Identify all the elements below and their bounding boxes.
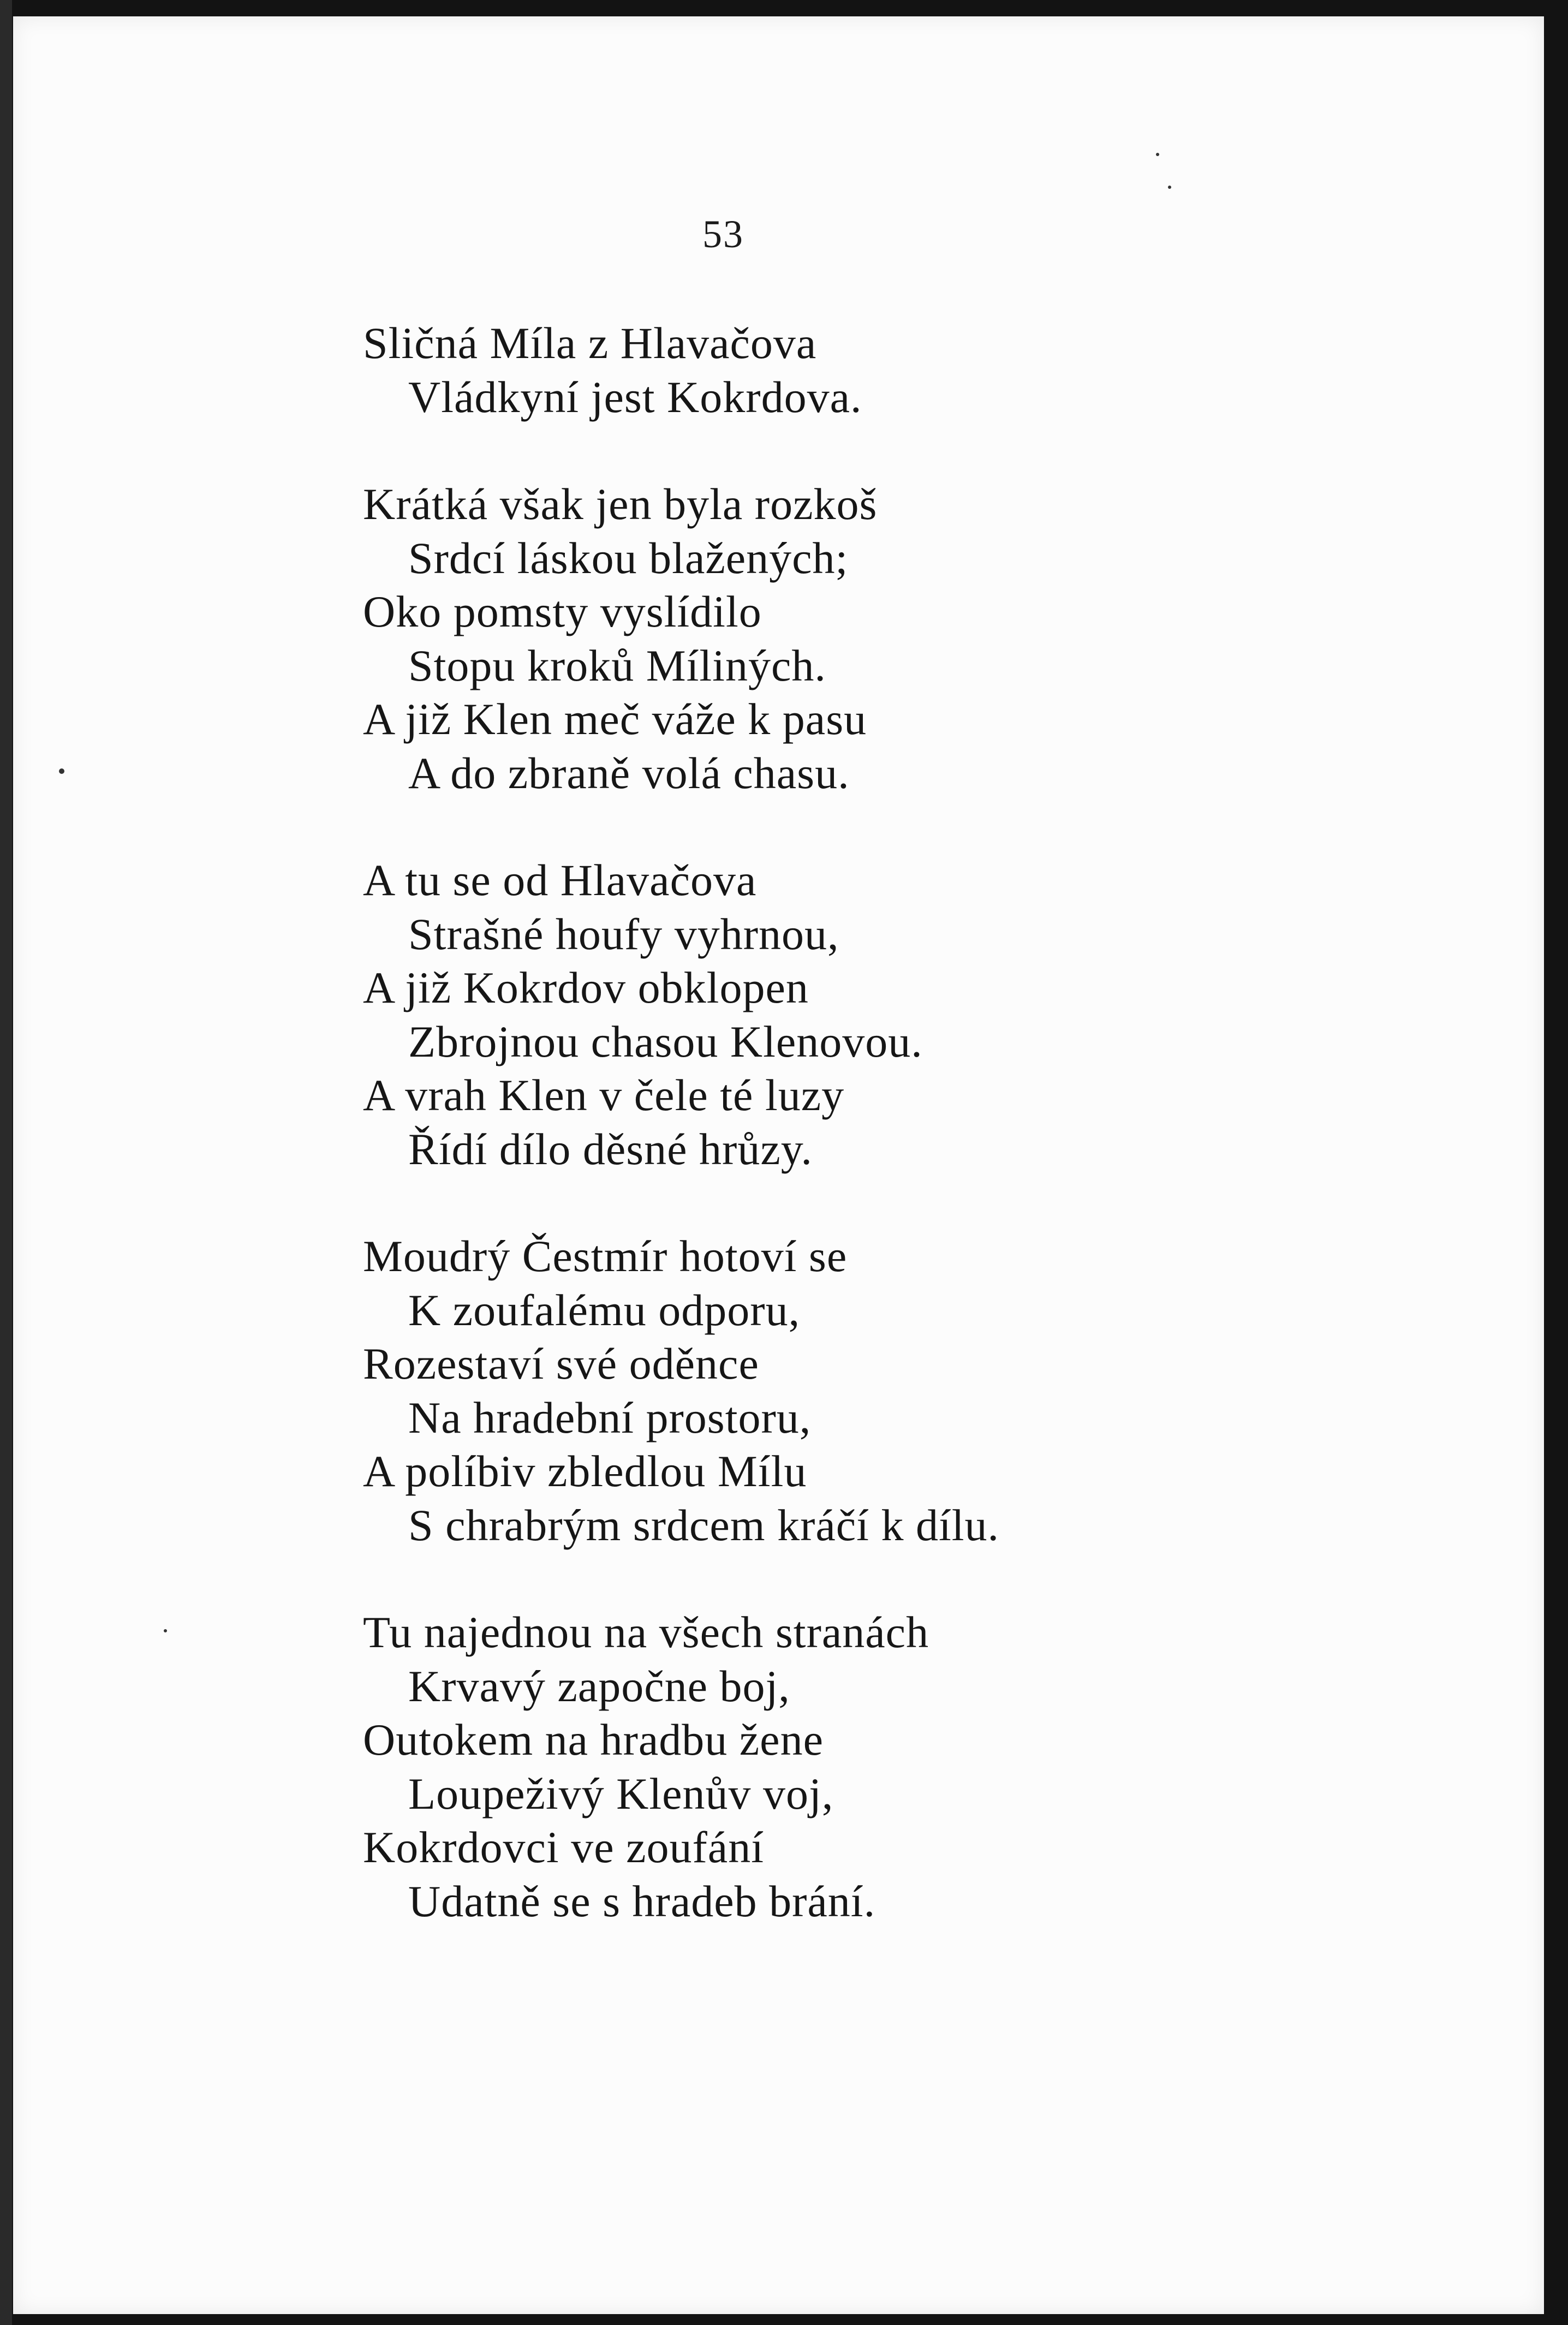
verse-line: A tu se od Hlavačova (363, 855, 757, 905)
verse-line: Na hradební prostoru, (408, 1392, 812, 1442)
page-binding-edge (0, 0, 12, 2325)
verse-line: A již Klen meč váže k pasu (363, 694, 867, 744)
verse-line: Loupeživý Klenův voj, (408, 1768, 834, 1819)
ink-speck (59, 768, 64, 774)
verse-line: Kokrdovci ve zoufání (363, 1822, 764, 1872)
ink-speck (1168, 186, 1171, 189)
verse-line: Řídí dílo děsné hrůzy. (408, 1124, 813, 1174)
verse-line: Krátká však jen byla rozkoš (363, 479, 878, 529)
ink-speck (164, 1629, 167, 1632)
verse-line: S chrabrým srdcem kráčí k dílu. (408, 1500, 1000, 1550)
verse-line: Udatně se s hradeb brání. (408, 1876, 876, 1926)
verse-line: A vrah Klen v čele té luzy (363, 1070, 845, 1120)
verse-line: A políbiv zbledlou Mílu (363, 1446, 807, 1496)
verse-line: Outokem na hradbu žene (363, 1715, 824, 1764)
verse-line: Vládkyní jest Kokrdova. (408, 372, 862, 422)
stanza-1 (363, 317, 1444, 424)
verse-line: Stopu kroků Míliných. (408, 640, 826, 690)
verse-line: Krvavý započne boj, (408, 1661, 790, 1711)
ink-speck (1156, 153, 1159, 156)
verse-line: A již Kokrdov obklopen (363, 963, 809, 1012)
stanza-2 (363, 478, 1444, 800)
stanza-4 (363, 1230, 1444, 1552)
page-number: 53 (702, 212, 744, 256)
poem-text (363, 317, 1444, 1982)
verse-line: K zoufalému odporu, (408, 1285, 801, 1335)
verse-line: Strašné houfy vyhrnou, (408, 909, 839, 959)
verse-line: Tu najednou na všech stranách (363, 1607, 929, 1657)
verse-line: Sličná Míla z Hlavačova (363, 318, 817, 368)
verse-line: A do zbraně volá chasu. (408, 748, 850, 798)
verse-line: Srdcí láskou blažených; (408, 533, 849, 583)
verse-line: Moudrý Čestmír hotoví se (363, 1231, 848, 1281)
verse-line: Rozestaví své oděnce (363, 1339, 759, 1388)
stanza-5 (363, 1606, 1444, 1928)
verse-line: Oko pomsty vyslídilo (363, 587, 762, 636)
stanza-3 (363, 854, 1444, 1176)
verse-line: Zbrojnou chasou Klenovou. (408, 1016, 923, 1066)
